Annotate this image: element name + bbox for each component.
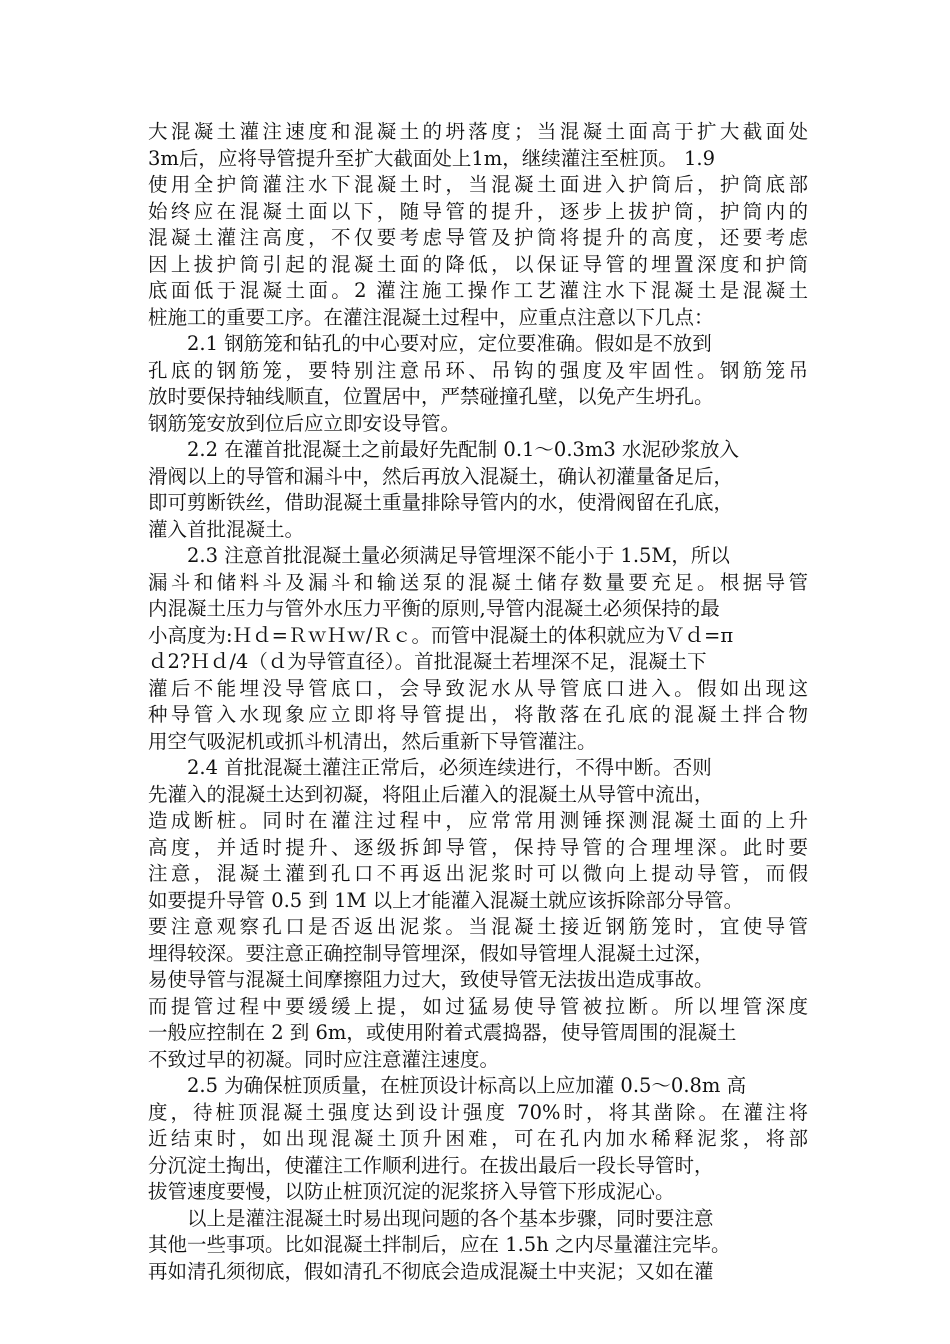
text-line: 滑阀以上的导管和漏斗中，然后再放入混凝土，确认初灌量备足后，: [148, 464, 734, 488]
text-line: 一般应控制在 2 到 6m，或使用附着式震捣器，使导管周围的混凝土: [148, 1021, 737, 1044]
text-line: 3m后，应将导管提升至扩大截面处上1m，继续灌注至桩顶。 1.9: [148, 146, 716, 170]
text-line: 近结束时，如出现混凝土顶升困难，可在孔内加水稀释泥浆，将部: [148, 1127, 808, 1150]
text-line: 2.2 在灌首批混凝土之前最好先配制 0.1～0.3m3 水泥砂浆放入: [148, 438, 740, 461]
text-line: 漏斗和储料斗及漏斗和输送泵的混凝土储存数量要充足。根据导管: [148, 570, 808, 594]
text-line: 放时要保持轴线顺直，位置居中，严禁碰撞孔壁，以免产生坍孔。: [148, 385, 714, 408]
text-line: 小高度为:Ｈｄ=ＲｗＨｗ/Ｒｃ。而管中混凝土的体积就应为Ｖｄ=π: [148, 623, 734, 647]
text-line: 2.5 为确保桩顶质量，在桩顶设计标高以上应加灌 0.5～0.8m 高: [148, 1074, 747, 1097]
text-line: 其他一些事项。比如混凝土拌制后，应在 1.5h 之内尽量灌注完毕。: [148, 1233, 731, 1256]
text-line: 使用全护筒灌注水下混凝土时，当混凝土面进入护筒后，护筒底部: [148, 173, 808, 196]
text-line: 以上是灌注混凝土时易出现问题的各个基本步骤，同时要注意: [148, 1206, 714, 1230]
text-line: 钢筋笼安放到位后应立即安设导管。: [148, 411, 461, 435]
text-line: 2.3 注意首批混凝土量必须满足导管埋深不能小于 1.5M，所以: [148, 544, 730, 567]
text-line: 底面低于混凝土面。2 灌注施工操作工艺灌注水下混凝土是混凝土: [148, 279, 808, 302]
text-line: 易使导管与混凝土间摩擦阻力过大，致使导管无法拔出造成事故。: [148, 968, 714, 991]
text-line: 始终应在混凝土面以下，随导管的提升，逐步上拔护筒，护筒内的: [148, 199, 808, 223]
text-line: 用空气吸泥机或抓斗机清出，然后重新下导管灌注。: [148, 729, 597, 753]
text-line: 高度，并适时提升、逐级拆卸导管，保持导管的合理埋深。此时要: [148, 835, 808, 859]
body-text: [148, 119, 808, 1285]
text-line: 2.1 钢筋笼和钻孔的中心要对应，定位要准确。假如是不放到: [148, 332, 712, 355]
text-line: 如要提升导管 0.5 到 1M 以上才能灌入混凝土就应该拆除部分导管。: [148, 888, 744, 912]
text-line: 度，待桩顶混凝土强度达到设计强度 70%时，将其凿除。在灌注将: [148, 1100, 808, 1124]
text-line: 埋得较深。要注意正确控制导管埋深，假如导管埋人混凝土过深，: [148, 941, 714, 965]
text-line: 桩施工的重要工序。在灌注混凝土过程中，应重点注意以下几点：: [148, 305, 714, 329]
text-line: 而提管过程中要缓缓上提，如过猛易使导管被拉断。所以埋管深度: [148, 994, 808, 1018]
text-line: 内混凝土压力与管外水压力平衡的原则,导管内混凝土必须保持的最: [148, 597, 720, 620]
text-line: 因上拔护筒引起的混凝土面的降低，以保证导管的埋置深度和护筒: [148, 252, 808, 276]
text-line: 先灌入的混凝土达到初凝，将阻止后灌入的混凝土从导管中流出，: [148, 782, 714, 806]
text-line: 种导管入水现象应立即将导管提出，将散落在孔底的混凝土拌合物: [148, 703, 808, 726]
text-line: 灌入首批混凝土。: [148, 517, 305, 541]
text-line: 拔管速度要慢，以防止桩顶沉淀的泥浆挤入导管下形成泥心。: [148, 1180, 675, 1203]
text-line: 造成断桩。同时在灌注过程中，应常常用测锤探测混凝土面的上升: [148, 809, 808, 832]
text-line: ｄ2?Ｈｄ/4（ｄ为导管直径）。首批混凝土若埋深不足，混凝土下: [148, 650, 707, 673]
text-line: 再如清孔须彻底，假如清孔不彻底会造成混凝土中夹泥；又如在灌: [148, 1259, 714, 1283]
text-line: 灌后不能埋没导管底口，会导致泥水从导管底口进入。假如出现这: [148, 676, 808, 700]
text-line: 即可剪断铁丝，借助混凝土重量排除导管内的水，使滑阀留在孔底，: [148, 491, 734, 514]
text-line: 孔底的钢筋笼，要特别注意吊环、吊钩的强度及牢固性。钢筋笼吊: [148, 358, 808, 382]
text-line: 分沉淀土掏出，使灌注工作顺利进行。在拔出最后一段长导管时，: [148, 1153, 714, 1177]
text-line: 大混凝土灌注速度和混凝土的坍落度；当混凝土面高于扩大截面处: [148, 120, 808, 143]
text-line: 混凝土灌注高度，不仅要考虑导管及护筒将提升的高度，还要考虑: [148, 226, 808, 249]
text-line: 注意，混凝土灌到孔口不再返出泥浆时可以微向上提动导管，而假: [148, 862, 808, 885]
text-line: 要注意观察孔口是否返出泥浆。当混凝土接近钢筋笼时，宜使导管: [148, 915, 808, 938]
text-line: 2.4 首批混凝土灌注正常后，必须连续进行，不得中断。否则: [148, 756, 712, 779]
text-line: 不致过早的初凝。同时应注意灌注速度。: [148, 1047, 500, 1071]
